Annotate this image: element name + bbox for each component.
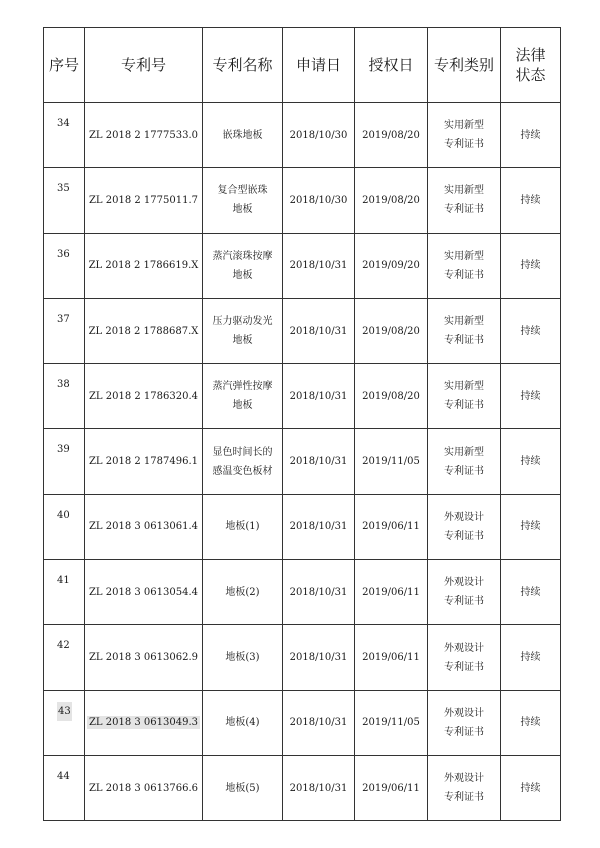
row-patent-type bbox=[428, 364, 501, 429]
row-patent-type bbox=[428, 625, 501, 690]
row-patent-type-line2: 专利证书 bbox=[444, 465, 484, 477]
row-seq: 42 bbox=[57, 640, 70, 652]
row-seq: 41 bbox=[57, 575, 70, 587]
row-patent-name bbox=[203, 429, 283, 494]
row-legal-status: 持续 bbox=[501, 625, 561, 690]
row-patent-number: ZL 2018 3 0613061.4 bbox=[85, 494, 203, 559]
row-patent-type-line2: 专利证书 bbox=[444, 530, 484, 542]
header-row bbox=[44, 28, 561, 103]
row-patent-name bbox=[203, 103, 283, 168]
row-seq-cell bbox=[44, 233, 85, 298]
row-patent-type-line2: 专利证书 bbox=[444, 596, 484, 608]
table-row bbox=[44, 298, 561, 363]
row-patent-number: ZL 2018 3 0613049.3 bbox=[88, 717, 198, 729]
row-grant-date: 2019/11/05 bbox=[355, 690, 428, 755]
row-patent-type bbox=[428, 429, 501, 494]
row-grant-date: 2019/08/20 bbox=[355, 298, 428, 363]
row-patent-name bbox=[203, 168, 283, 233]
row-patent-name-line2: 地板 bbox=[232, 269, 253, 281]
row-filing-date: 2018/10/31 bbox=[283, 298, 355, 363]
row-patent-type bbox=[428, 560, 501, 625]
row-patent-type-line2: 专利证书 bbox=[444, 204, 484, 216]
row-patent-number: ZL 2018 2 1777533.0 bbox=[85, 103, 203, 168]
row-patent-name bbox=[203, 494, 283, 559]
row-patent-type bbox=[428, 298, 501, 363]
row-seq: 34 bbox=[57, 118, 70, 129]
row-patent-type bbox=[428, 494, 501, 559]
row-patent-name-line1: 显色时间长的 bbox=[212, 446, 273, 458]
row-patent-type bbox=[428, 690, 501, 755]
header-grant-date: 授权日 bbox=[355, 28, 428, 103]
row-patent-name bbox=[203, 560, 283, 625]
row-legal-status: 持续 bbox=[501, 168, 561, 233]
row-patent-type-line2: 专利证书 bbox=[444, 269, 484, 281]
table-row bbox=[44, 755, 561, 820]
row-patent-type-line1: 实用新型 bbox=[444, 381, 484, 393]
row-patent-name-line2: 地板 bbox=[232, 335, 253, 347]
row-patent-name bbox=[203, 625, 283, 690]
row-filing-date: 2018/10/31 bbox=[283, 494, 355, 559]
row-patent-name bbox=[203, 690, 283, 755]
row-legal-status: 持续 bbox=[501, 755, 561, 820]
table-row bbox=[44, 494, 561, 559]
table-row bbox=[44, 103, 561, 168]
row-legal-status: 持续 bbox=[501, 233, 561, 298]
row-seq-cell bbox=[44, 625, 85, 690]
row-patent-type-line2: 专利证书 bbox=[444, 400, 484, 412]
row-patent-type bbox=[428, 233, 501, 298]
row-seq: 39 bbox=[57, 444, 70, 456]
header-seq: 序号 bbox=[44, 28, 85, 103]
row-patent-type-line2: 专利证书 bbox=[444, 335, 484, 347]
row-patent-name-line1: 地板(2) bbox=[225, 586, 260, 598]
row-filing-date: 2018/10/31 bbox=[283, 625, 355, 690]
row-legal-status: 持续 bbox=[501, 494, 561, 559]
row-seq: 44 bbox=[57, 770, 70, 782]
row-legal-status: 持续 bbox=[501, 690, 561, 755]
row-seq: 40 bbox=[57, 509, 70, 521]
row-legal-status: 持续 bbox=[501, 103, 561, 168]
row-patent-number: ZL 2018 3 0613062.9 bbox=[85, 625, 203, 690]
row-patent-type-line1: 实用新型 bbox=[444, 446, 484, 458]
row-patent-name-line1: 地板(3) bbox=[225, 652, 260, 664]
row-legal-status: 持续 bbox=[501, 298, 561, 363]
row-filing-date: 2018/10/30 bbox=[283, 168, 355, 233]
row-seq-cell bbox=[44, 494, 85, 559]
row-seq: 37 bbox=[57, 313, 70, 325]
row-patent-type-line2: 专利证书 bbox=[444, 726, 484, 738]
row-legal-status: 持续 bbox=[501, 429, 561, 494]
row-grant-date: 2019/06/11 bbox=[355, 755, 428, 820]
row-seq: 38 bbox=[57, 379, 70, 391]
patent-table-container bbox=[43, 27, 560, 821]
row-seq: 36 bbox=[57, 248, 70, 260]
row-patent-name-line1: 蒸汽滚珠按摩 bbox=[212, 250, 273, 262]
row-filing-date: 2018/10/31 bbox=[283, 690, 355, 755]
row-grant-date: 2019/11/05 bbox=[355, 429, 428, 494]
header-legal-status bbox=[501, 28, 561, 103]
row-patent-type-line1: 外观设计 bbox=[444, 642, 484, 654]
row-seq: 43 bbox=[57, 702, 72, 721]
row-patent-type bbox=[428, 755, 501, 820]
row-filing-date: 2018/10/31 bbox=[283, 364, 355, 429]
row-patent-name bbox=[203, 233, 283, 298]
table-body bbox=[44, 103, 561, 821]
row-patent-number: ZL 2018 2 1786619.X bbox=[85, 233, 203, 298]
row-patent-name bbox=[203, 755, 283, 820]
header-legal-status-line2: 状态 bbox=[515, 66, 546, 84]
table-row bbox=[44, 233, 561, 298]
row-legal-status: 持续 bbox=[501, 364, 561, 429]
row-seq-cell bbox=[44, 103, 85, 168]
row-patent-type-line1: 外观设计 bbox=[444, 511, 484, 523]
row-patent-type-line1: 实用新型 bbox=[444, 250, 484, 262]
header-filing-date: 申请日 bbox=[283, 28, 355, 103]
row-patent-name-line1: 蒸汽弹性按摩 bbox=[212, 381, 273, 393]
row-seq-cell bbox=[44, 755, 85, 820]
table-row bbox=[44, 429, 561, 494]
row-seq-cell bbox=[44, 429, 85, 494]
row-patent-number: ZL 2018 2 1788687.X bbox=[85, 298, 203, 363]
row-patent-type-line1: 实用新型 bbox=[444, 185, 484, 197]
row-patent-name-line2: 感温变色板材 bbox=[212, 465, 273, 477]
row-grant-date: 2019/08/20 bbox=[355, 103, 428, 168]
row-patent-name-line1: 地板(4) bbox=[225, 717, 260, 729]
row-patent-number: ZL 2018 2 1786320.4 bbox=[85, 364, 203, 429]
row-seq: 35 bbox=[57, 183, 70, 195]
row-patent-number-cell bbox=[85, 690, 203, 755]
row-patent-type-line1: 实用新型 bbox=[444, 120, 484, 132]
row-patent-type-line2: 专利证书 bbox=[444, 792, 484, 804]
row-seq-cell bbox=[44, 168, 85, 233]
row-legal-status: 持续 bbox=[501, 560, 561, 625]
row-patent-name-line1: 压力驱动发光 bbox=[212, 316, 273, 328]
row-patent-type-line1: 实用新型 bbox=[444, 316, 484, 328]
row-patent-name-line1: 嵌珠地板 bbox=[222, 129, 263, 141]
table-row bbox=[44, 560, 561, 625]
row-patent-name-line2: 地板 bbox=[232, 400, 253, 412]
row-patent-number: ZL 2018 3 0613766.6 bbox=[85, 755, 203, 820]
table-row bbox=[44, 625, 561, 690]
row-grant-date: 2019/06/11 bbox=[355, 560, 428, 625]
header-patent-number: 专利号 bbox=[85, 28, 203, 103]
table-row bbox=[44, 364, 561, 429]
row-patent-type bbox=[428, 103, 501, 168]
table-row bbox=[44, 690, 561, 755]
row-filing-date: 2018/10/31 bbox=[283, 233, 355, 298]
row-filing-date: 2018/10/30 bbox=[283, 103, 355, 168]
table-row bbox=[44, 168, 561, 233]
row-patent-name-line2: 地板 bbox=[232, 204, 253, 216]
row-patent-type-line1: 外观设计 bbox=[444, 577, 484, 589]
row-grant-date: 2019/09/20 bbox=[355, 233, 428, 298]
table-header bbox=[44, 28, 561, 103]
row-patent-name-line1: 复合型嵌珠 bbox=[217, 185, 268, 197]
row-grant-date: 2019/06/11 bbox=[355, 494, 428, 559]
header-legal-status-line1: 法律 bbox=[515, 46, 546, 64]
row-patent-type bbox=[428, 168, 501, 233]
header-patent-type: 专利类别 bbox=[428, 28, 501, 103]
row-patent-number: ZL 2018 2 1775011.7 bbox=[85, 168, 203, 233]
row-filing-date: 2018/10/31 bbox=[283, 560, 355, 625]
row-patent-number: ZL 2018 3 0613054.4 bbox=[85, 560, 203, 625]
row-grant-date: 2019/08/20 bbox=[355, 168, 428, 233]
row-patent-name bbox=[203, 298, 283, 363]
row-filing-date: 2018/10/31 bbox=[283, 755, 355, 820]
row-seq-cell bbox=[44, 690, 85, 755]
row-patent-name bbox=[203, 364, 283, 429]
row-patent-name-line1: 地板(5) bbox=[225, 782, 260, 794]
row-patent-name-line1: 地板(1) bbox=[225, 521, 260, 533]
row-patent-number: ZL 2018 2 1787496.1 bbox=[85, 429, 203, 494]
row-patent-type-line2: 专利证书 bbox=[444, 139, 484, 151]
row-patent-type-line1: 外观设计 bbox=[444, 773, 484, 785]
row-patent-type-line1: 外观设计 bbox=[444, 707, 484, 719]
row-seq-cell bbox=[44, 560, 85, 625]
row-grant-date: 2019/08/20 bbox=[355, 364, 428, 429]
patent-table bbox=[43, 27, 561, 821]
header-patent-name: 专利名称 bbox=[203, 28, 283, 103]
row-seq-cell bbox=[44, 298, 85, 363]
row-filing-date: 2018/10/31 bbox=[283, 429, 355, 494]
row-seq-cell bbox=[44, 364, 85, 429]
row-patent-type-line2: 专利证书 bbox=[444, 661, 484, 673]
row-grant-date: 2019/06/11 bbox=[355, 625, 428, 690]
